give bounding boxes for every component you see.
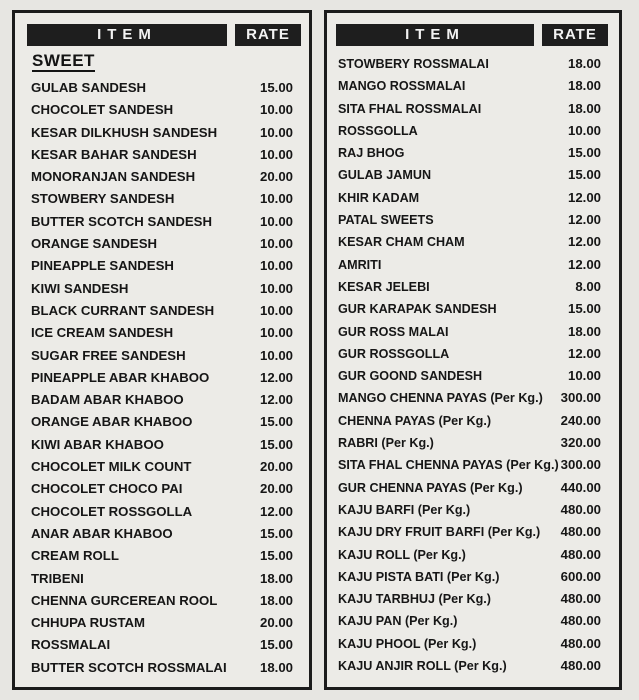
menu-row [15, 411, 309, 433]
menu-row [15, 188, 309, 210]
item-rate: 15.00 [567, 145, 601, 161]
menu-row [327, 633, 619, 655]
menu-row [15, 389, 309, 411]
menu-row [327, 187, 619, 209]
item-rate: 20.00 [259, 169, 293, 185]
menu-row [15, 523, 309, 545]
menu-row [327, 209, 619, 231]
item-name: CHHUPA RUSTAM [31, 615, 146, 631]
right-menu-panel [324, 10, 622, 690]
item-rate: 8.00 [575, 278, 601, 294]
item-rate: 600.00 [560, 568, 601, 584]
item-name: PINEAPPLE SANDESH [31, 258, 174, 274]
item-name: KAJU BARFI (Per Kg.) [338, 502, 471, 517]
item-name: MONORANJAN SANDESH [31, 169, 196, 185]
menu-row [15, 657, 309, 679]
item-name: SUGAR FREE SANDESH [31, 347, 186, 363]
menu-row [15, 456, 309, 478]
item-name: PATAL SWEETS [338, 213, 434, 228]
item-rate: 15.00 [259, 525, 293, 541]
menu-row [15, 166, 309, 188]
item-rate: 300.00 [560, 457, 601, 473]
item-name: RABRI (Per Kg.) [338, 436, 434, 451]
menu-row [327, 321, 619, 343]
item-name: ICE CREAM SANDESH [31, 325, 174, 341]
menu-row [15, 300, 309, 322]
menu-row [327, 343, 619, 365]
item-name: GULAB JAMUN [338, 168, 432, 183]
item-rate: 12.00 [567, 212, 601, 228]
item-rate: 15.00 [259, 548, 293, 564]
item-name: TRIBENI [31, 570, 84, 586]
menu-row [15, 634, 309, 656]
item-name: KHIR KADAM [338, 190, 420, 205]
menu-row [327, 387, 619, 409]
item-name: GUR CHENNA PAYAS (Per Kg.) [338, 480, 523, 495]
item-rate: 15.00 [567, 301, 601, 317]
item-rate: 10.00 [259, 280, 293, 296]
item-rate: 480.00 [560, 501, 601, 517]
item-name: KAJU DRY FRUIT BARFI (Per Kg.) [338, 525, 541, 540]
menu-row [15, 545, 309, 567]
item-name: CHOCOLET MILK COUNT [31, 459, 192, 475]
rate-header: RATE [235, 24, 301, 46]
item-name: KESAR DILKHUSH SANDESH [31, 124, 218, 140]
item-name: BUTTER SCOTCH SANDESH [31, 213, 212, 229]
menu-row [15, 278, 309, 300]
item-rate: 240.00 [560, 412, 601, 428]
item-rate: 18.00 [567, 323, 601, 339]
item-name: RAJ BHOG [338, 146, 405, 161]
menu-row [15, 211, 309, 233]
item-name: KAJU PISTA BATI (Per Kg.) [338, 569, 500, 584]
menu-row [327, 75, 619, 97]
menu-row [15, 345, 309, 367]
item-name: CHOCOLET ROSSGOLLA [31, 503, 193, 519]
item-rate: 20.00 [259, 481, 293, 497]
item-rate: 300.00 [560, 390, 601, 406]
item-name: GUR ROSSGOLLA [338, 346, 450, 361]
menu-row [15, 478, 309, 500]
item-name: KIWI SANDESH [31, 280, 129, 296]
item-rate: 320.00 [560, 435, 601, 451]
menu-row [327, 544, 619, 566]
left-item-list [15, 77, 309, 679]
item-name: ROSSMALAI [31, 637, 111, 653]
menu-row [15, 99, 309, 121]
item-name: KAJU ROLL (Per Kg.) [338, 547, 466, 562]
section-title: SWEET [32, 51, 95, 70]
item-name: KAJU TARBHUJ (Per Kg.) [338, 592, 492, 607]
item-rate: 480.00 [560, 591, 601, 607]
item-rate: 15.00 [259, 414, 293, 430]
item-rate: 10.00 [259, 191, 293, 207]
menu-row [327, 588, 619, 610]
item-name: BUTTER SCOTCH ROSSMALAI [31, 659, 227, 675]
item-name: KESAR CHAM CHAM [338, 235, 465, 250]
item-rate: 20.00 [259, 459, 293, 475]
item-name: ORANGE ABAR KHABOO [31, 414, 193, 430]
item-rate: 10.00 [259, 302, 293, 318]
menu-row [15, 144, 309, 166]
menu-row [327, 142, 619, 164]
menu-row [15, 77, 309, 99]
menu-row [327, 410, 619, 432]
item-name: GUR ROSS MALAI [338, 324, 449, 339]
item-rate: 480.00 [560, 635, 601, 651]
item-rate: 12.00 [567, 256, 601, 272]
item-rate: 480.00 [560, 524, 601, 540]
item-rate: 480.00 [560, 546, 601, 562]
menu-row [327, 477, 619, 499]
item-rate: 12.00 [259, 503, 293, 519]
menu-row [327, 120, 619, 142]
menu-row [15, 233, 309, 255]
item-name: ORANGE SANDESH [31, 236, 158, 252]
item-rate: 18.00 [259, 592, 293, 608]
item-rate: 18.00 [567, 78, 601, 94]
item-name: SITA FHAL ROSSMALAI [338, 101, 482, 116]
menu-row [15, 367, 309, 389]
menu-row [327, 98, 619, 120]
menu-row [327, 610, 619, 632]
item-rate: 10.00 [259, 325, 293, 341]
item-rate: 10.00 [259, 124, 293, 140]
item-name: CHOCOLET CHOCO PAI [31, 481, 183, 497]
right-item-list [327, 53, 619, 677]
menu-row [327, 164, 619, 186]
item-name: KIWI ABAR KHABOO [31, 436, 164, 452]
item-rate: 480.00 [560, 658, 601, 674]
item-rate: 18.00 [259, 659, 293, 675]
menu-row [15, 501, 309, 523]
item-rate: 10.00 [259, 213, 293, 229]
item-rate: 10.00 [259, 258, 293, 274]
item-rate: 10.00 [567, 122, 601, 138]
item-rate: 18.00 [567, 100, 601, 116]
item-rate: 15.00 [259, 637, 293, 653]
menu-row [15, 434, 309, 456]
menu-row [327, 254, 619, 276]
menu-row [15, 122, 309, 144]
menu-row [15, 568, 309, 590]
menu-row [327, 365, 619, 387]
menu-row [327, 276, 619, 298]
item-header: ITEM [27, 24, 227, 46]
item-name: KESAR BAHAR SANDESH [31, 146, 197, 162]
item-rate: 15.00 [259, 436, 293, 452]
item-name: KAJU PHOOL (Per Kg.) [338, 636, 477, 651]
item-rate: 12.00 [567, 345, 601, 361]
item-rate: 10.00 [567, 368, 601, 384]
item-name: GUR KARAPAK SANDESH [338, 302, 497, 317]
item-name: GUR GOOND SANDESH [338, 369, 483, 384]
item-rate: 12.00 [259, 369, 293, 385]
item-name: KAJU PAN (Per Kg.) [338, 614, 458, 629]
menu-row [327, 499, 619, 521]
item-name: CHOCOLET SANDESH [31, 102, 174, 118]
item-name: KAJU ANJIR ROLL (Per Kg.) [338, 659, 507, 674]
item-rate: 10.00 [259, 102, 293, 118]
item-name: STOWBERY ROSSMALAI [338, 57, 489, 71]
menu-row [327, 566, 619, 588]
rate-header: RATE [542, 24, 608, 46]
item-rate: 15.00 [567, 167, 601, 183]
item-name: SITA FHAL CHENNA PAYAS (Per Kg.) [338, 458, 559, 473]
menu-row [327, 231, 619, 253]
item-name: STOWBERY SANDESH [31, 191, 175, 207]
menu-row [327, 521, 619, 543]
menu-row [15, 322, 309, 344]
item-header: ITEM [336, 24, 534, 46]
item-name: ROSSGOLLA [338, 123, 418, 138]
item-name: KESAR JELEBI [338, 279, 430, 294]
menu-row [327, 454, 619, 476]
item-name: CREAM ROLL [31, 548, 119, 564]
item-rate: 15.00 [259, 80, 293, 95]
item-name: MANGO CHENNA PAYAS (Per Kg.) [338, 391, 543, 406]
item-rate: 440.00 [560, 479, 601, 495]
item-name: MANGO ROSSMALAI [338, 79, 466, 94]
item-rate: 10.00 [259, 347, 293, 363]
item-name: AMRITI [338, 257, 382, 272]
menu-row [15, 612, 309, 634]
menu-row [327, 53, 619, 75]
item-rate: 480.00 [560, 613, 601, 629]
left-menu-panel [12, 10, 312, 690]
item-name: BLACK CURRANT SANDESH [31, 302, 215, 318]
menu-row [15, 255, 309, 277]
item-name: CHENNA PAYAS (Per Kg.) [338, 413, 492, 428]
item-rate: 20.00 [259, 615, 293, 631]
menu-row [327, 298, 619, 320]
item-rate: 18.00 [259, 570, 293, 586]
item-rate: 12.00 [567, 189, 601, 205]
item-rate: 10.00 [259, 146, 293, 162]
item-name: BADAM ABAR KHABOO [31, 392, 184, 408]
item-rate: 12.00 [259, 392, 293, 408]
menu-row [327, 655, 619, 677]
item-rate: 12.00 [567, 234, 601, 250]
menu-row [15, 590, 309, 612]
item-name: CHENNA GURCEREAN ROOL [31, 592, 218, 608]
item-name: ANAR ABAR KHABOO [31, 525, 173, 541]
menu-row [327, 432, 619, 454]
item-rate: 10.00 [259, 236, 293, 252]
item-name: PINEAPPLE ABAR KHABOO [31, 369, 210, 385]
item-name: GULAB SANDESH [31, 80, 147, 95]
item-rate: 18.00 [567, 56, 601, 71]
